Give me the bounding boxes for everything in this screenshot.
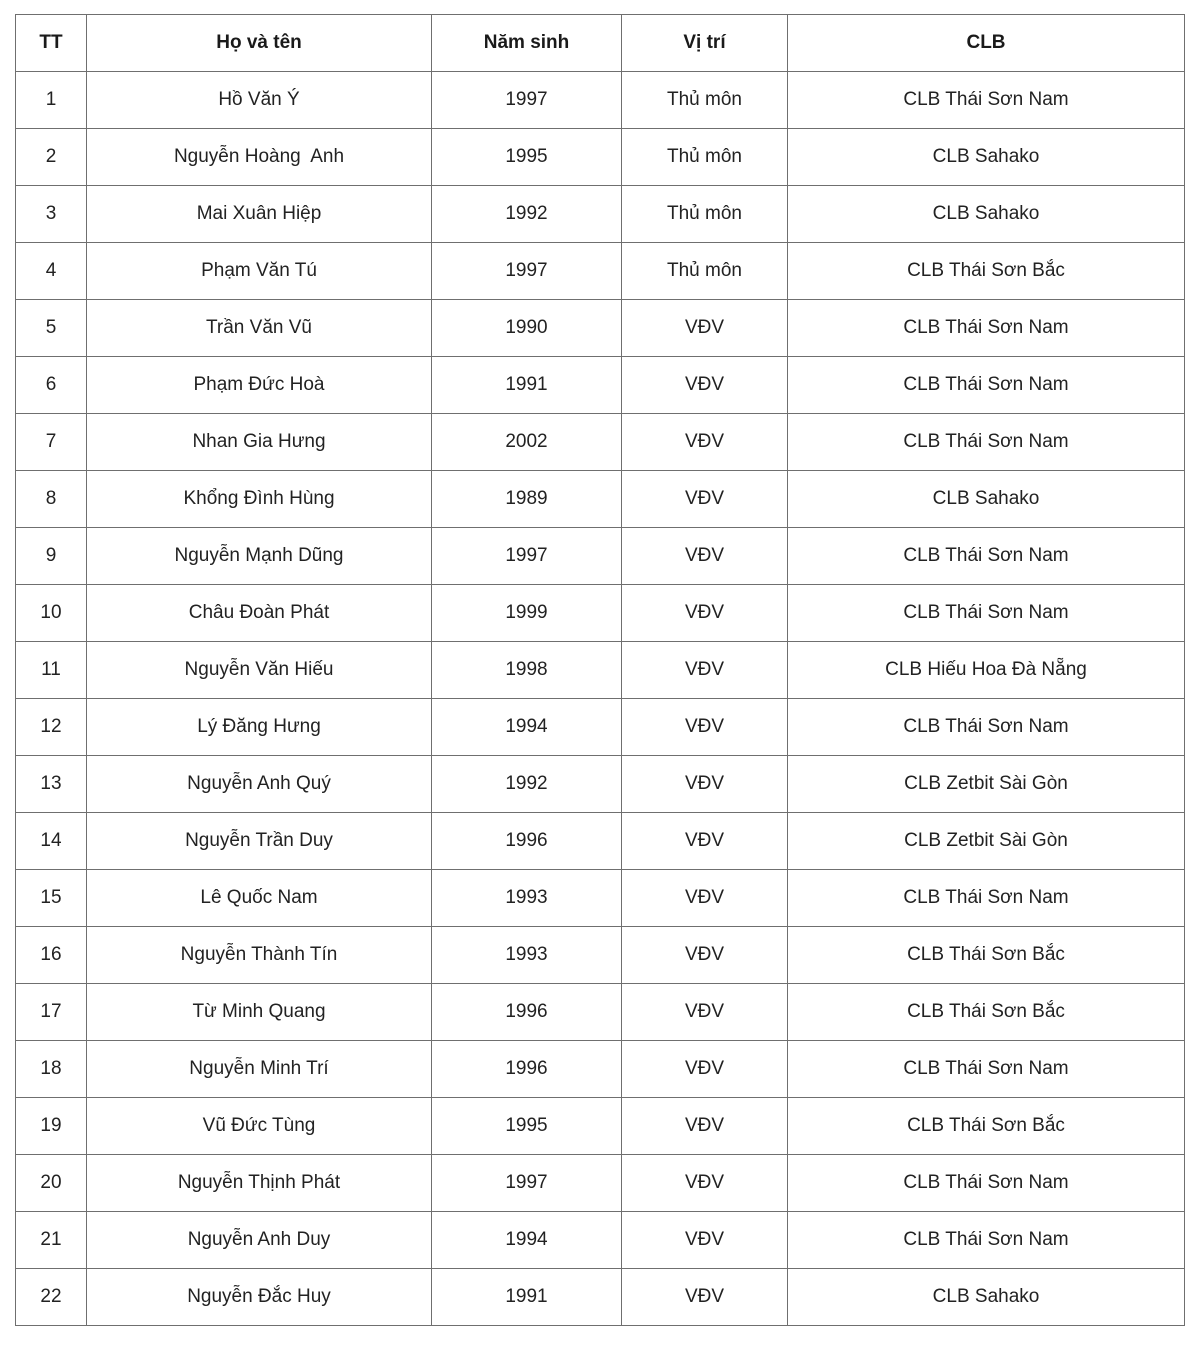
cell-year: 1994 [432,699,622,756]
table-row [16,471,1185,528]
cell-tt: 5 [16,300,87,357]
cell-tt: 4 [16,243,87,300]
header-row [16,15,1185,72]
cell-position: VĐV [622,1269,788,1326]
cell-position: VĐV [622,1212,788,1269]
cell-tt: 13 [16,756,87,813]
cell-name: Lý Đăng Hưng [87,699,432,756]
table-row [16,129,1185,186]
cell-position: VĐV [622,585,788,642]
cell-name: Nguyễn Minh Trí [87,1041,432,1098]
cell-name: Nguyễn Anh Duy [87,1212,432,1269]
cell-club: CLB Sahako [788,471,1185,528]
cell-year: 1991 [432,357,622,414]
cell-year: 1997 [432,528,622,585]
cell-tt: 14 [16,813,87,870]
header-club: CLB [788,15,1185,72]
cell-position: VĐV [622,1041,788,1098]
cell-club: CLB Thái Sơn Nam [788,528,1185,585]
cell-position: VĐV [622,1098,788,1155]
cell-name: Nguyễn Thịnh Phát [87,1155,432,1212]
cell-tt: 6 [16,357,87,414]
cell-tt: 15 [16,870,87,927]
header-name: Họ và tên [87,15,432,72]
table-header [16,15,1185,72]
cell-year: 1991 [432,1269,622,1326]
table-row [16,813,1185,870]
cell-club: CLB Thái Sơn Bắc [788,927,1185,984]
table-row [16,186,1185,243]
cell-year: 1993 [432,927,622,984]
cell-name: Nguyễn Hoàng Anh [87,129,432,186]
cell-club: CLB Thái Sơn Bắc [788,1098,1185,1155]
cell-tt: 2 [16,129,87,186]
cell-name: Phạm Văn Tú [87,243,432,300]
cell-year: 2002 [432,414,622,471]
cell-club: CLB Sahako [788,129,1185,186]
cell-club: CLB Thái Sơn Nam [788,870,1185,927]
cell-position: VĐV [622,984,788,1041]
table-row [16,414,1185,471]
cell-year: 1999 [432,585,622,642]
cell-position: Thủ môn [622,129,788,186]
cell-position: VĐV [622,300,788,357]
table-body [16,72,1185,1326]
cell-position: Thủ môn [622,243,788,300]
table-row [16,1269,1185,1326]
cell-position: VĐV [622,471,788,528]
cell-year: 1992 [432,756,622,813]
cell-name: Nguyễn Mạnh Dũng [87,528,432,585]
header-tt: TT [16,15,87,72]
cell-tt: 9 [16,528,87,585]
cell-position: VĐV [622,642,788,699]
player-roster-table [15,14,1185,1326]
cell-position: VĐV [622,813,788,870]
table-row [16,357,1185,414]
table-row [16,243,1185,300]
cell-tt: 7 [16,414,87,471]
cell-club: CLB Thái Sơn Nam [788,300,1185,357]
table-row [16,585,1185,642]
cell-name: Nguyễn Thành Tín [87,927,432,984]
cell-year: 1989 [432,471,622,528]
table-row [16,72,1185,129]
header-position: Vị trí [622,15,788,72]
cell-club: CLB Thái Sơn Nam [788,1155,1185,1212]
cell-tt: 16 [16,927,87,984]
cell-tt: 11 [16,642,87,699]
cell-year: 1996 [432,1041,622,1098]
cell-name: Nguyễn Đắc Huy [87,1269,432,1326]
table-row [16,870,1185,927]
cell-year: 1998 [432,642,622,699]
cell-club: CLB Thái Sơn Bắc [788,984,1185,1041]
cell-tt: 8 [16,471,87,528]
cell-tt: 12 [16,699,87,756]
cell-name: Phạm Đức Hoà [87,357,432,414]
cell-year: 1996 [432,813,622,870]
cell-position: VĐV [622,528,788,585]
table-row [16,699,1185,756]
cell-year: 1992 [432,186,622,243]
table-row [16,1155,1185,1212]
cell-club: CLB Sahako [788,186,1185,243]
cell-year: 1990 [432,300,622,357]
cell-position: VĐV [622,414,788,471]
cell-name: Nguyễn Văn Hiếu [87,642,432,699]
cell-club: CLB Thái Sơn Nam [788,414,1185,471]
table-row [16,642,1185,699]
cell-name: Trần Văn Vũ [87,300,432,357]
cell-year: 1995 [432,1098,622,1155]
cell-position: VĐV [622,756,788,813]
cell-year: 1993 [432,870,622,927]
table-row [16,927,1185,984]
cell-name: Lê Quốc Nam [87,870,432,927]
cell-year: 1997 [432,72,622,129]
cell-tt: 17 [16,984,87,1041]
cell-tt: 19 [16,1098,87,1155]
cell-name: Nguyễn Anh Quý [87,756,432,813]
table-row [16,756,1185,813]
cell-club: CLB Thái Sơn Nam [788,1041,1185,1098]
cell-position: VĐV [622,1155,788,1212]
cell-club: CLB Thái Sơn Nam [788,72,1185,129]
cell-tt: 20 [16,1155,87,1212]
cell-club: CLB Sahako [788,1269,1185,1326]
cell-tt: 18 [16,1041,87,1098]
cell-position: VĐV [622,927,788,984]
table-row [16,528,1185,585]
cell-name: Nguyễn Trần Duy [87,813,432,870]
cell-club: CLB Thái Sơn Nam [788,585,1185,642]
cell-name: Vũ Đức Tùng [87,1098,432,1155]
cell-tt: 21 [16,1212,87,1269]
cell-position: Thủ môn [622,72,788,129]
cell-year: 1994 [432,1212,622,1269]
cell-position: Thủ môn [622,186,788,243]
cell-year: 1996 [432,984,622,1041]
table-row [16,984,1185,1041]
cell-position: VĐV [622,357,788,414]
cell-club: CLB Zetbit Sài Gòn [788,756,1185,813]
cell-tt: 22 [16,1269,87,1326]
cell-year: 1997 [432,243,622,300]
cell-name: Nhan Gia Hưng [87,414,432,471]
cell-club: CLB Thái Sơn Bắc [788,243,1185,300]
cell-name: Từ Minh Quang [87,984,432,1041]
cell-position: VĐV [622,699,788,756]
table-row [16,1041,1185,1098]
header-year: Năm sinh [432,15,622,72]
cell-club: CLB Zetbit Sài Gòn [788,813,1185,870]
cell-year: 1995 [432,129,622,186]
table-row [16,1212,1185,1269]
cell-tt: 1 [16,72,87,129]
table-row [16,1098,1185,1155]
table-row [16,300,1185,357]
cell-name: Khổng Đình Hùng [87,471,432,528]
cell-tt: 3 [16,186,87,243]
cell-club: CLB Thái Sơn Nam [788,699,1185,756]
cell-tt: 10 [16,585,87,642]
cell-name: Hồ Văn Ý [87,72,432,129]
cell-club: CLB Hiếu Hoa Đà Nẵng [788,642,1185,699]
cell-name: Mai Xuân Hiệp [87,186,432,243]
cell-year: 1997 [432,1155,622,1212]
cell-club: CLB Thái Sơn Nam [788,357,1185,414]
cell-club: CLB Thái Sơn Nam [788,1212,1185,1269]
cell-position: VĐV [622,870,788,927]
cell-name: Châu Đoàn Phát [87,585,432,642]
